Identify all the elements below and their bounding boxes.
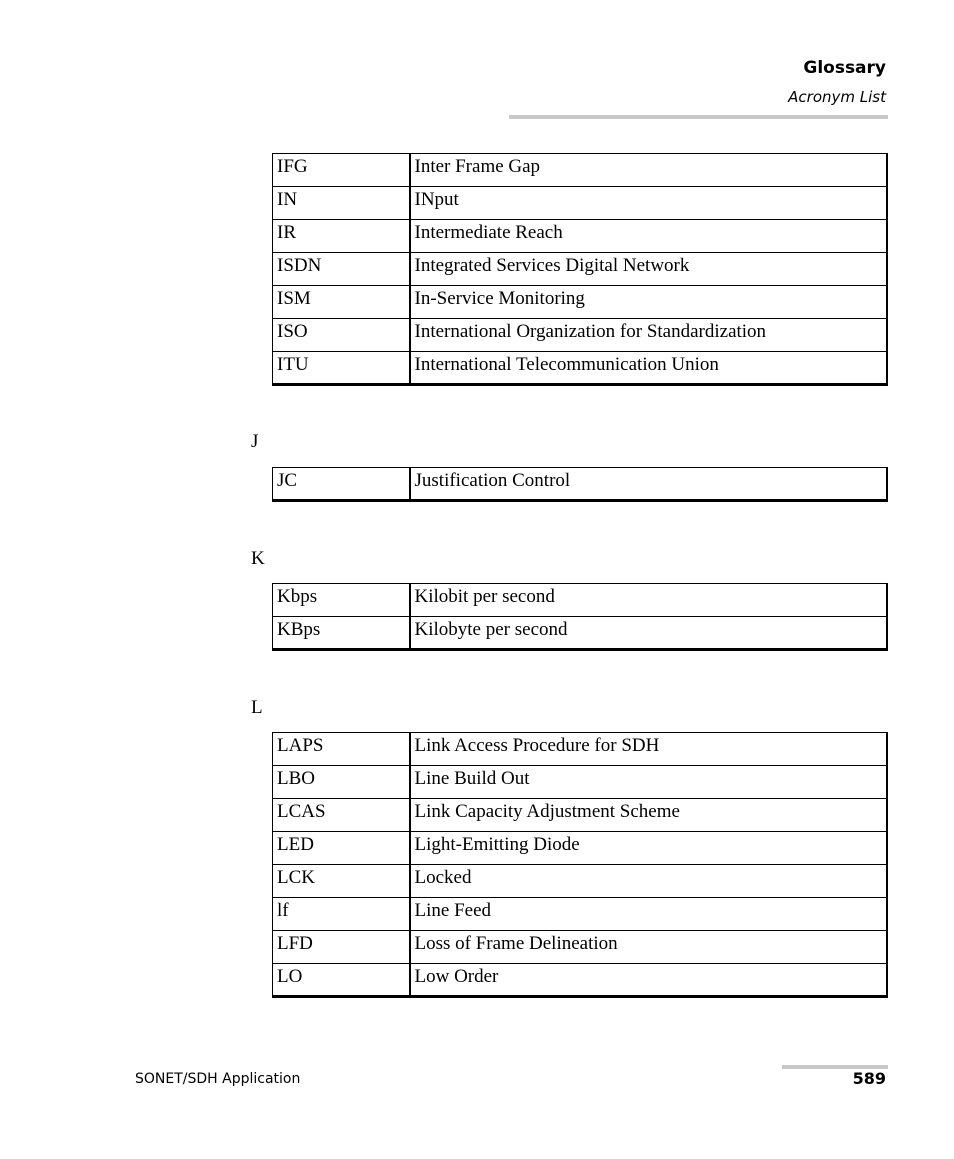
table-row: [273, 832, 888, 865]
definition-cell: Inter Frame Gap: [410, 154, 888, 187]
definition-cell: Kilobit per second: [410, 584, 888, 617]
acronym-cell: KBps: [273, 617, 410, 650]
section-heading-k: K: [251, 548, 265, 569]
acronym-table-k: [272, 583, 888, 651]
section-heading-l: L: [251, 697, 263, 718]
table-row: [273, 584, 888, 617]
acronym-cell: IN: [273, 187, 410, 220]
acronym-cell: JC: [273, 468, 410, 501]
acronym-cell: LED: [273, 832, 410, 865]
table-row: [273, 253, 888, 286]
acronym-cell: LFD: [273, 931, 410, 964]
acronym-cell: ISO: [273, 319, 410, 352]
table-row: [273, 187, 888, 220]
table-row: [273, 799, 888, 832]
table-row: [273, 352, 888, 385]
acronym-cell: IR: [273, 220, 410, 253]
acronym-cell: ITU: [273, 352, 410, 385]
definition-cell: Light-Emitting Diode: [410, 832, 888, 865]
table-row: [273, 286, 888, 319]
definition-cell: Integrated Services Digital Network: [410, 253, 888, 286]
page-number: 589: [852, 1069, 886, 1088]
definition-cell: Locked: [410, 865, 888, 898]
acronym-cell: LBO: [273, 766, 410, 799]
acronym-cell: lf: [273, 898, 410, 931]
table-row: [273, 468, 888, 501]
definition-cell: Line Feed: [410, 898, 888, 931]
acronym-cell: Kbps: [273, 584, 410, 617]
page-header-title: Glossary: [803, 58, 886, 78]
definition-cell: INput: [410, 187, 888, 220]
table-row: [273, 617, 888, 650]
table-row: [273, 733, 888, 766]
acronym-table-i: [272, 153, 888, 386]
table-row: [273, 766, 888, 799]
acronym-cell: ISDN: [273, 253, 410, 286]
table-row: [273, 931, 888, 964]
definition-cell: International Organization for Standardization: [410, 319, 888, 352]
acronym-table-j: [272, 467, 888, 502]
definition-cell: Kilobyte per second: [410, 617, 888, 650]
definition-cell: Loss of Frame Delineation: [410, 931, 888, 964]
table-row: [273, 220, 888, 253]
acronym-table-l: [272, 732, 888, 998]
definition-cell: Line Build Out: [410, 766, 888, 799]
page-header-subtitle: Acronym List: [788, 88, 886, 106]
acronym-cell: LCAS: [273, 799, 410, 832]
section-heading-j: J: [251, 431, 259, 452]
acronym-cell: LCK: [273, 865, 410, 898]
definition-cell: In-Service Monitoring: [410, 286, 888, 319]
acronym-cell: LAPS: [273, 733, 410, 766]
acronym-cell: ISM: [273, 286, 410, 319]
table-row: [273, 319, 888, 352]
table-row: [273, 898, 888, 931]
definition-cell: Link Access Procedure for SDH: [410, 733, 888, 766]
definition-cell: International Telecommunication Union: [410, 352, 888, 385]
definition-cell: Low Order: [410, 964, 888, 997]
definition-cell: Intermediate Reach: [410, 220, 888, 253]
table-row: [273, 964, 888, 997]
table-row: [273, 154, 888, 187]
footer-document-title: SONET/SDH Application: [135, 1071, 301, 1087]
definition-cell: Link Capacity Adjustment Scheme: [410, 799, 888, 832]
table-row: [273, 865, 888, 898]
acronym-cell: LO: [273, 964, 410, 997]
definition-cell: Justification Control: [410, 468, 888, 501]
acronym-cell: IFG: [273, 154, 410, 187]
header-divider: [509, 115, 888, 119]
